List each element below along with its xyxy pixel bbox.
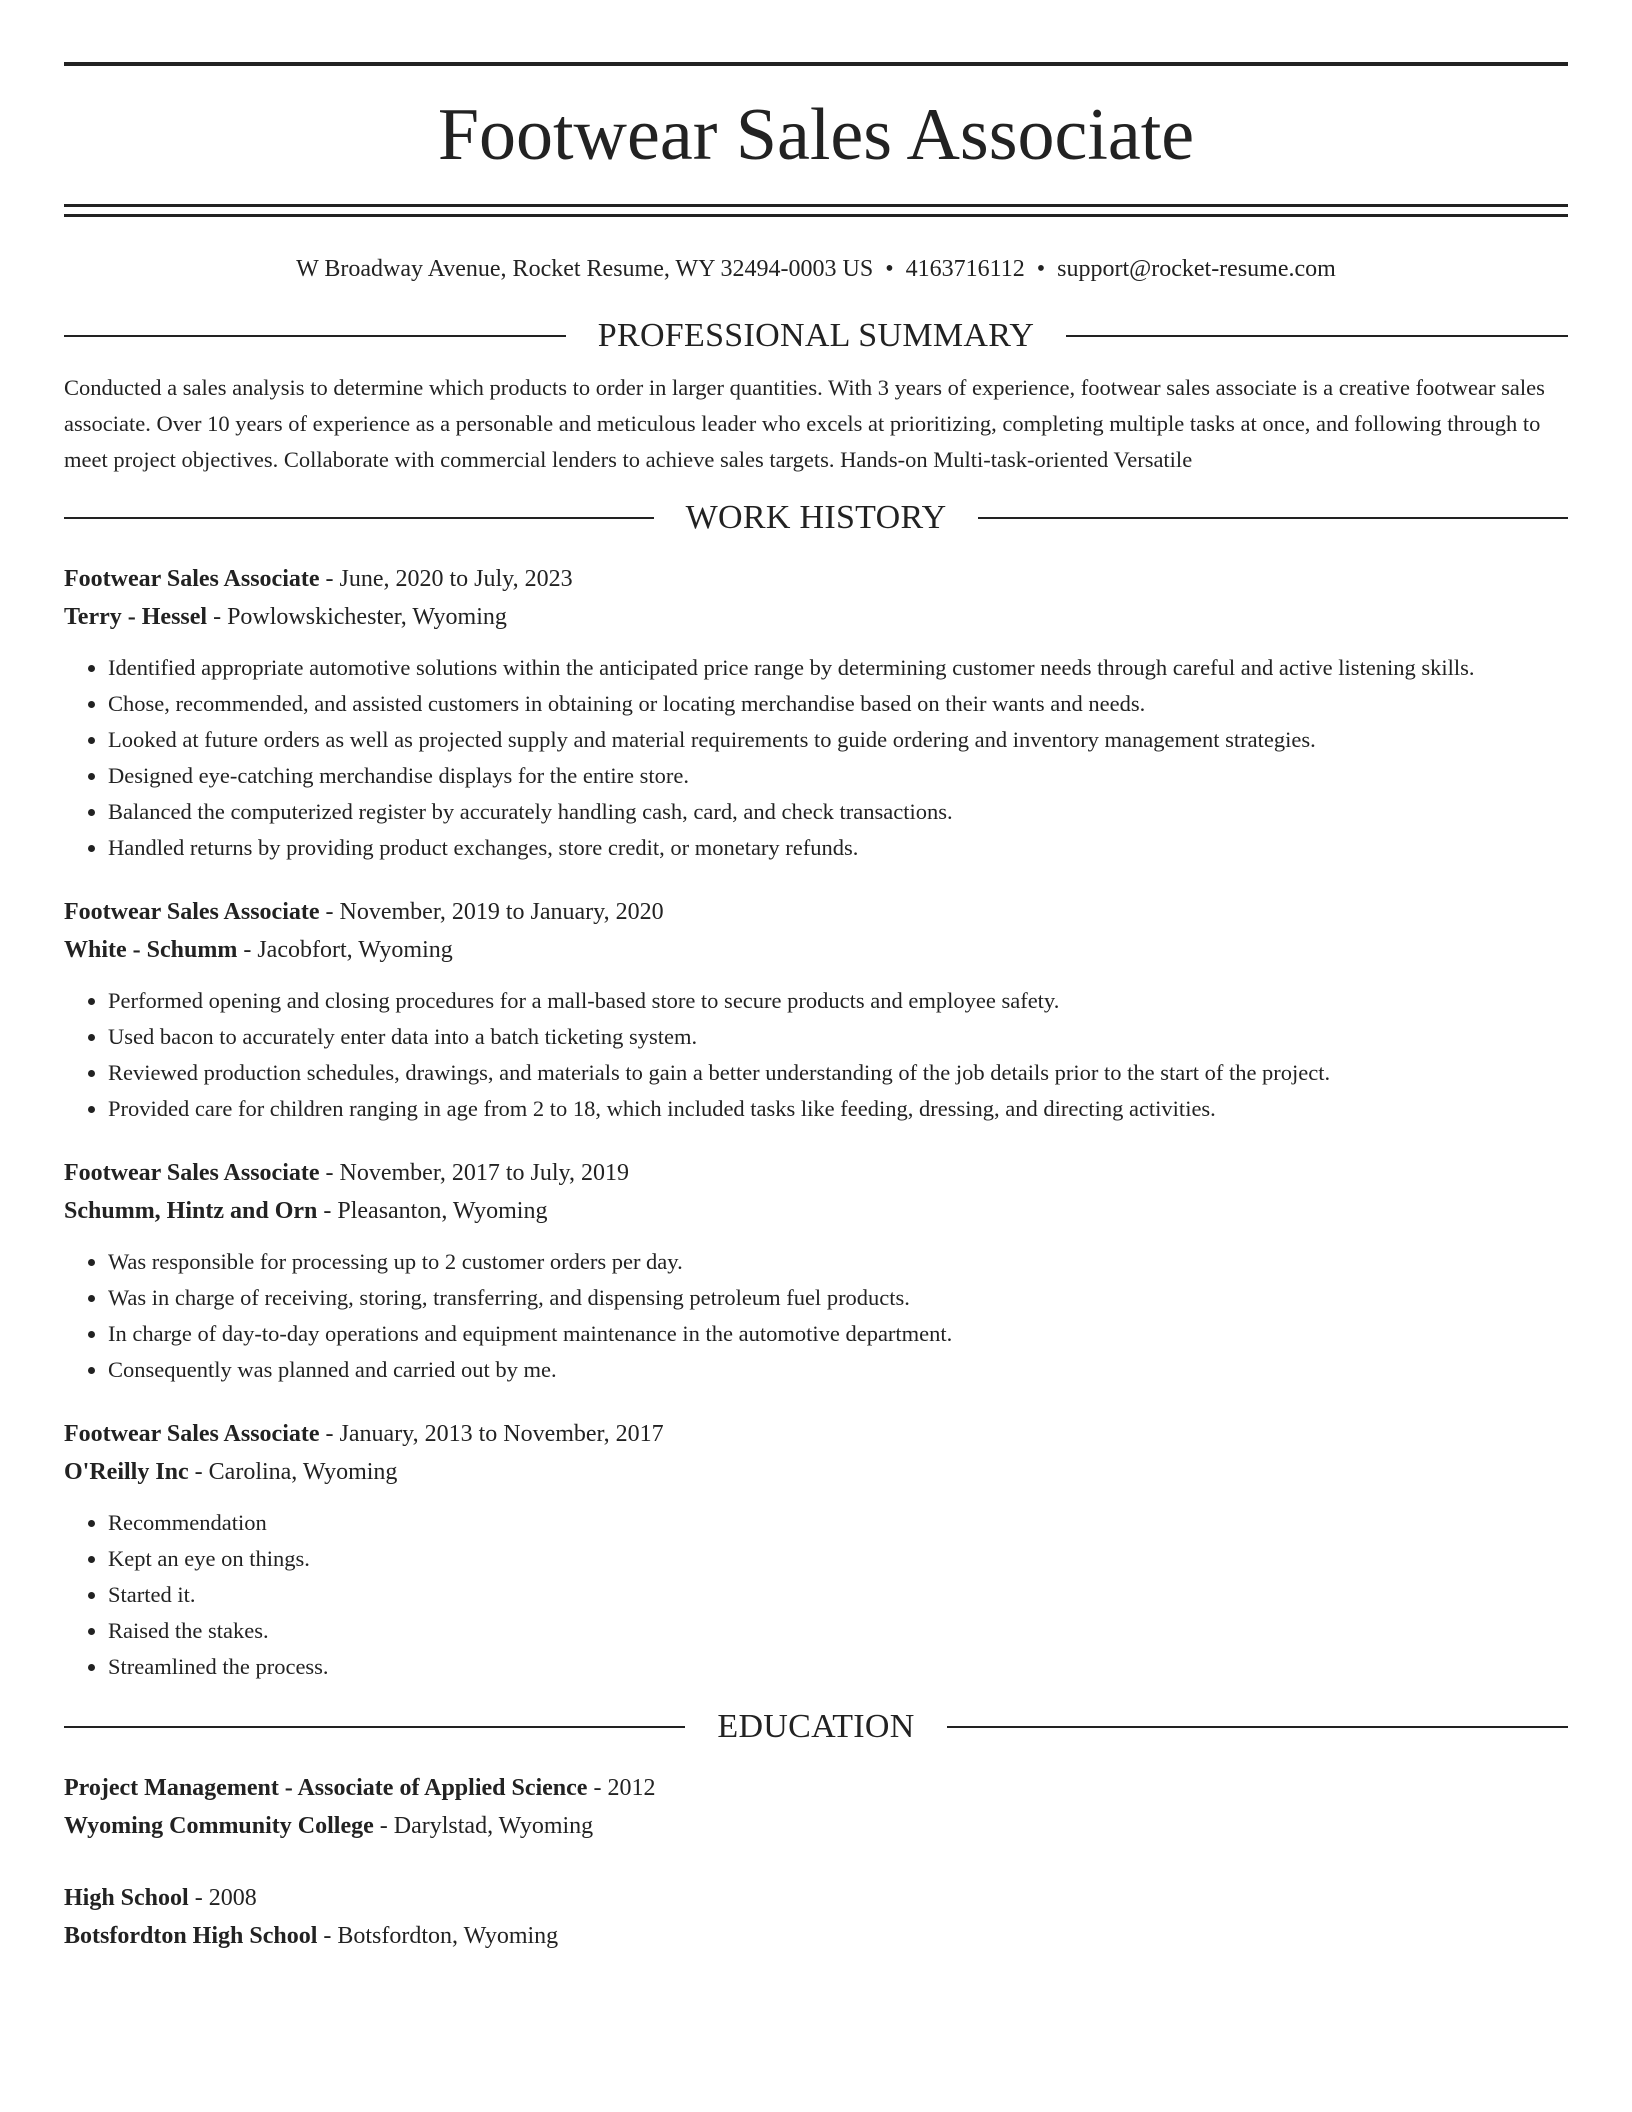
job-bullet: • Designed eye-catching merchandise displays for the entire store. [108, 758, 1568, 794]
job-title-line [64, 560, 1568, 598]
section-heading-education [64, 1705, 1568, 1749]
contact-address: W Broadway Avenue, Rocket Resume, WY 32494-0003 US [296, 256, 874, 282]
heading-rule [947, 1726, 1568, 1728]
heading-rule [64, 517, 654, 519]
heading-rule [1066, 335, 1568, 337]
job-bullet: • Consequently was planned and carried out by me. [108, 1352, 1568, 1388]
job-location: - Carolina, Wyoming [188, 1459, 398, 1485]
education-school-line [64, 1917, 1568, 1955]
job-bullet: • Recommendation [108, 1505, 1568, 1541]
section-title: WORK HISTORY [685, 499, 947, 536]
education-school: Wyoming Community College [64, 1813, 374, 1839]
job-title: Footwear Sales Associate [64, 1421, 320, 1447]
heading-rule [978, 517, 1568, 519]
job-bullet: • Balanced the computerized register by accurately handling cash, card, and check transactions. [108, 794, 1568, 830]
job-bullet: • Started it. [108, 1577, 1568, 1613]
job-entry [64, 893, 1568, 1127]
contact-phone: 4163716112 [905, 256, 1025, 282]
education-year: - 2008 [188, 1885, 257, 1911]
job-entry [64, 560, 1568, 866]
job-entry [64, 1415, 1568, 1685]
job-title: Footwear Sales Associate [64, 899, 320, 925]
job-bullet: • Identified appropriate automotive solutions within the anticipated price range by determining customer needs through careful and active listening skills. [108, 650, 1568, 686]
job-company-line [64, 1453, 1568, 1491]
job-bullet: • Was responsible for processing up to 2 customer orders per day. [108, 1244, 1568, 1280]
job-bullet: • Looked at future orders as well as projected supply and material requirements to guide ordering and inventory management strategies. [108, 722, 1568, 758]
job-bullet: • Chose, recommended, and assisted customers in obtaining or locating merchandise based on their wants and needs. [108, 686, 1568, 722]
job-title: Footwear Sales Associate [64, 1160, 320, 1186]
section-heading-summary [64, 314, 1568, 358]
job-bullets [64, 1244, 1568, 1388]
job-dates: - January, 2013 to November, 2017 [319, 1421, 664, 1447]
heading-rule [64, 335, 566, 337]
education-degree-line [64, 1879, 1568, 1917]
job-title: Footwear Sales Associate [64, 566, 320, 592]
section-title: PROFESSIONAL SUMMARY [597, 317, 1035, 354]
job-bullet: • Kept an eye on things. [108, 1541, 1568, 1577]
job-company: White - Schumm [64, 937, 238, 963]
job-bullet: • Performed opening and closing procedures for a mall-based store to secure products and employee safety. [108, 983, 1568, 1019]
job-location: - Pleasanton, Wyoming [317, 1198, 548, 1224]
job-entry [64, 1154, 1568, 1388]
job-title-line [64, 1154, 1568, 1192]
education-entry [64, 1769, 1568, 1845]
job-title-line [64, 1415, 1568, 1453]
education-location: - Botsfordton, Wyoming [317, 1923, 559, 1949]
contact-separator: • [885, 256, 894, 282]
job-company: O'Reilly Inc [64, 1459, 189, 1485]
contact-line [64, 254, 1568, 284]
job-bullet: • Was in charge of receiving, storing, transferring, and dispensing petroleum fuel products. [108, 1280, 1568, 1316]
job-bullet: • Provided care for children ranging in age from 2 to 18, which included tasks like feeding, dressing, and directing activities. [108, 1091, 1568, 1127]
job-dates: - June, 2020 to July, 2023 [319, 566, 573, 592]
education-list [64, 1769, 1568, 1955]
job-bullet: • Streamlined the process. [108, 1649, 1568, 1685]
education-degree: High School [64, 1885, 189, 1911]
contact-email: support@rocket-resume.com [1057, 256, 1336, 282]
job-bullets [64, 1505, 1568, 1685]
job-title-line [64, 893, 1568, 931]
education-year: - 2012 [587, 1775, 656, 1801]
job-company-line [64, 931, 1568, 969]
summary-text: Conducted a sales analysis to determine which products to order in larger quantities. With 3 years of experience, footwear sales associate is a creative footwear sales associate. Over 10 years of experience as a personable and meticulous leader who excels at prioritizing, completing multiple tasks at once, and following through to meet project objectives. Collaborate with commercial lenders to achieve sales targets. Hands-on Multi-task-oriented Versatile [64, 375, 1545, 472]
job-bullets [64, 650, 1568, 866]
job-location: - Powlowskichester, Wyoming [207, 604, 507, 630]
education-degree: Project Management - Associate of Applied Science [64, 1775, 588, 1801]
job-company: Schumm, Hintz and Orn [64, 1198, 318, 1224]
education-entry [64, 1879, 1568, 1955]
job-company-line [64, 598, 1568, 636]
job-location: - Jacobfort, Wyoming [237, 937, 453, 963]
section-heading-work-history [64, 496, 1568, 540]
title-double-rule [64, 204, 1568, 217]
job-company: Terry - Hessel [64, 604, 208, 630]
education-location: - Darylstad, Wyoming [373, 1813, 594, 1839]
education-school-line [64, 1807, 1568, 1845]
work-history-list [64, 560, 1568, 1685]
contact-separator: • [1036, 256, 1046, 282]
education-school: Botsfordton High School [64, 1923, 318, 1949]
job-bullet: • Used bacon to accurately enter data into a batch ticketing system. [108, 1019, 1568, 1055]
job-bullet: • Raised the stakes. [108, 1613, 1568, 1649]
job-dates: - November, 2017 to July, 2019 [319, 1160, 629, 1186]
job-bullets [64, 983, 1568, 1127]
job-bullet: • Reviewed production schedules, drawings, and materials to gain a better understanding of the job details prior to the start of the project. [108, 1055, 1568, 1091]
top-rule [64, 62, 1568, 66]
resume-title: Footwear Sales Associate [437, 94, 1195, 176]
job-company-line [64, 1192, 1568, 1230]
job-dates: - November, 2019 to January, 2020 [319, 899, 664, 925]
job-bullet: • In charge of day-to-day operations and equipment maintenance in the automotive department. [108, 1316, 1568, 1352]
section-title: EDUCATION [717, 1708, 915, 1745]
heading-rule [64, 1726, 685, 1728]
job-bullet: • Handled returns by providing product exchanges, store credit, or monetary refunds. [108, 830, 1568, 866]
education-degree-line [64, 1769, 1568, 1807]
